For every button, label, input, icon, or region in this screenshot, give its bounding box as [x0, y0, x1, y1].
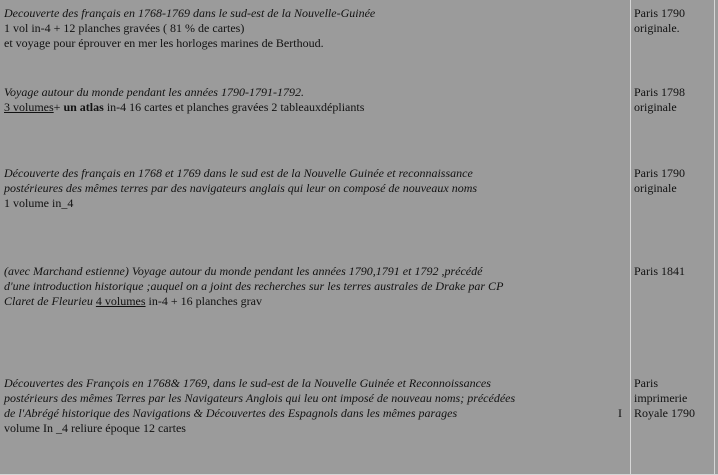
entry-5-description — [4, 376, 626, 436]
entry-5-title-2: postérieurs des mêmes Terres par les Navigateurs Anglois qui leu ont imposé de nouveau noms; précédées — [4, 391, 516, 405]
entry-1-place-year: Paris 1790 — [634, 6, 685, 20]
entry-5-place: Paris — [634, 376, 658, 390]
entry-4-meta — [634, 264, 714, 279]
entry-2-atlas: un atlas — [63, 100, 104, 114]
column-divider — [630, 0, 631, 475]
entry-3-format: 1 volume in_4 — [4, 196, 74, 210]
entry-4-author: Claret de Fleurieu — [4, 294, 96, 308]
entry-3-note: originale — [634, 181, 677, 195]
entry-4-volumes: 4 volumes — [95, 294, 146, 308]
entry-2-note: originale — [634, 100, 677, 114]
entry-4-format — [4, 294, 626, 309]
entry-2-meta — [634, 85, 714, 115]
entry-2-description — [4, 85, 626, 115]
entry-5-publisher: imprimerie — [634, 391, 688, 405]
entry-4-title-1: (avec Marchand estienne) Voyage autour du monde pendant les années 1790,1791 et 1792 ,précédé — [4, 264, 483, 278]
entry-4-title-2: d'une introduction historique ;auquel on a joint des recherches sur les terres australes de Drake par CP — [4, 279, 504, 293]
entry-4-description — [4, 264, 626, 309]
entry-5-mark: I — [618, 406, 622, 420]
entry-5-title-1: Découvertes des François en 1768& 1769, dans le sud-est de la Nouvelle Guinée et Reconnoissances — [4, 376, 491, 390]
entry-1-note: originale. — [634, 21, 680, 35]
entry-2-volumes: 3 volumes — [4, 100, 54, 114]
entry-5-format: volume In _4 reliure époque 12 cartes — [4, 421, 186, 435]
entry-2-plus: + — [53, 100, 64, 114]
entry-5-royal-year: Royale 1790 — [634, 406, 695, 420]
entry-3-title-2: postérieures des mêmes terres par des navigateurs anglais qui leur on composé de nouveaux noms — [4, 181, 478, 195]
entry-3-description — [4, 166, 626, 211]
entry-2-format — [4, 100, 626, 115]
entry-1-subtitle: et voyage pour éprouver en mer les horloges marines de Berthoud. — [4, 36, 324, 50]
entry-1-description — [4, 6, 626, 51]
entry-1-meta — [634, 6, 714, 36]
entry-1-title: Decouverte des français en 1768-1769 dans le sud-est de la Nouvelle-Guinée — [4, 6, 376, 20]
entry-2-title: Voyage autour du monde pendant les années 1790-1791-1792. — [4, 85, 304, 99]
entry-3-title-1: Découverte des français en 1768 et 1769 dans le sud est de la Nouvelle Guinée et reconnaissance — [4, 166, 473, 180]
entry-4-place-year: Paris 1841 — [634, 264, 685, 278]
entry-5-title-3-text: de l'Abrégé historique des Navigations & Découvertes des Espagnols dans les mêmes parages — [4, 406, 458, 420]
entry-3-meta — [634, 166, 714, 196]
entry-2-rest: in-4 16 cartes et planches gravées 2 tableauxdépliants — [103, 100, 365, 114]
entry-5-title-3 — [4, 406, 626, 421]
entry-3-place-year: Paris 1790 — [634, 166, 685, 180]
entry-1-format: 1 vol in-4 + 12 planches gravées ( 81 % de cartes) — [4, 21, 245, 35]
right-border — [714, 0, 715, 475]
entry-2-place-year: Paris 1798 — [634, 85, 685, 99]
entry-5-meta — [634, 376, 714, 421]
entry-4-rest: in-4 + 16 planches grav — [145, 294, 262, 308]
